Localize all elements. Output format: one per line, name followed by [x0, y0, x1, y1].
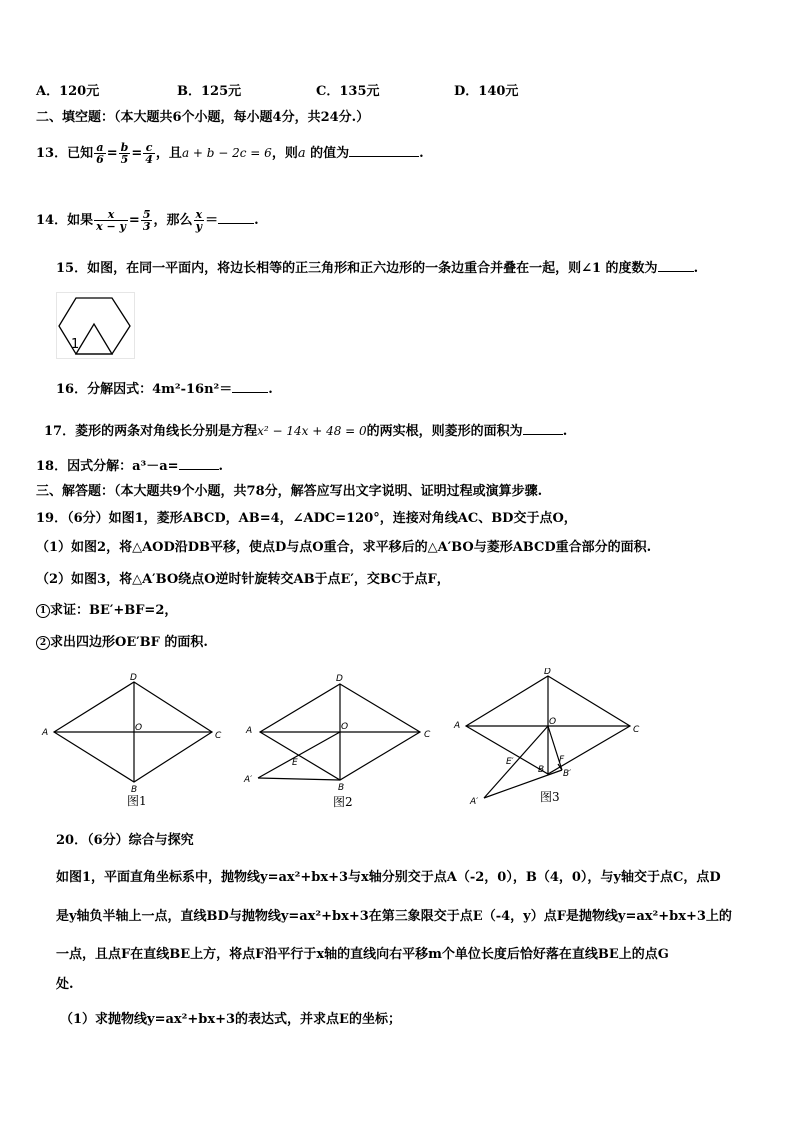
fig3-label-a-prime: A′: [470, 797, 479, 807]
fig2-label-b: B: [338, 783, 345, 793]
q13-equation: a + b − 2c = 6: [181, 146, 272, 160]
fig2-caption: 图2: [333, 795, 353, 809]
q16-answer-blank[interactable]: [232, 380, 268, 393]
q14: 14．如果 $\frac{x}{x - y}$ = $\frac{5}{3}$ ，那么 $\frac{x}{y}$ ＝ .: [36, 208, 259, 233]
q13: 13．已知 $\frac{a}{6}$ = $\frac{b}{5}$ = $\frac{c}{4}$ ，且a + b − 2c = 6，则a 的值为 .: [36, 141, 424, 166]
fig3-label-o: O: [549, 717, 557, 727]
q18-answer-blank[interactable]: [179, 457, 219, 470]
option-c: C．135元: [316, 84, 380, 99]
q14-frac-1: $\frac{x}{x - y}$: [96, 208, 126, 233]
fig1-label-d: D: [130, 673, 137, 683]
fig3-caption: 图3: [540, 790, 560, 804]
fig3-label-d: D: [544, 668, 551, 677]
q13-frac-a: $\frac{a}{6}$: [96, 141, 104, 166]
q20-p2: 是y轴负半轴上一点，直线BD与抛物线y=ax²+bx+3在第三象限交于点E（-4，y）点F是抛物线y=ax²+bx+3上的: [56, 909, 732, 924]
q20-p3: 一点，且点F在直线BE上方，将点F沿平行于x轴的直线向右平移m个单位长度后恰好落在直线BE上的点G: [56, 947, 669, 962]
q14-answer-blank[interactable]: [218, 211, 254, 224]
q20-p1: 如图1，平面直角坐标系中，抛物线y=ax²+bx+3与x轴分别交于点A（-2，0），B（4，0），与y轴交于点C，点D: [56, 870, 721, 885]
q15-hexagon-figure: [56, 292, 136, 360]
q16: 16．分解因式：4m²-16n²＝ .: [56, 382, 273, 397]
figure-2: [258, 684, 420, 780]
q19-line2: （1）如图2，将△AOD沿DB平移，使点D与点O重合，求平移后的△A′BO与菱形ABCD重合部分的面积.: [36, 540, 652, 555]
figure-3: [466, 676, 630, 798]
triangle-shape: [76, 324, 112, 354]
q14-frac-3: $\frac{x}{y}$: [195, 208, 203, 233]
q20-title: 20．（6分）综合与探究: [56, 833, 194, 848]
q13-answer-blank[interactable]: [349, 144, 419, 157]
fig1-label-c: C: [215, 731, 222, 741]
section3-heading: 三、解答题：（本大题共9个小题，共78分，解答应写出文字说明、证明过程或演算步骤.: [36, 484, 543, 499]
q19-line3: （2）如图3，将△A′BO绕点O逆时针旋转交AB于点E′，交BC于点F，: [36, 572, 450, 587]
fig1-label-a: A: [42, 728, 49, 738]
fig2-label-a-prime: A′: [244, 775, 253, 785]
option-d: D．140元: [454, 84, 519, 99]
fig1-caption: 图1: [127, 794, 147, 808]
q19-figures: [38, 668, 768, 816]
q20-p5: （1）求抛物线y=ax²+bx+3的表达式，并求点E的坐标；: [60, 1012, 401, 1027]
fig3-label-c: C: [633, 725, 640, 735]
fig3-label-b: B: [538, 765, 545, 775]
q17-equation: x² − 14x + 48 = 0: [257, 424, 367, 438]
fig2-label-e: E: [292, 758, 298, 768]
fig3-label-a: A: [454, 721, 461, 731]
fig3-label-f: F: [559, 755, 565, 765]
fig3-label-e-prime: E′: [506, 757, 514, 767]
option-a: A．120元: [36, 84, 100, 99]
circled-number-1: 1: [36, 604, 50, 618]
fig1-label-o: O: [135, 723, 143, 733]
q14-frac-2: $\frac{5}{3}$: [142, 208, 151, 233]
section2-heading: 二、填空题：（本大题共6个小题，每小题4分，共24分.）: [36, 110, 370, 125]
q17: 17．菱形的两条对角线长分别是方程x² − 14x + 48 = 0的两实根，则菱形的面积为 .: [44, 424, 568, 439]
q19-line4: 1 求证：BE′+BF=2，: [36, 601, 177, 621]
q15-answer-blank[interactable]: [658, 259, 694, 272]
q19-line1: 19．（6分）如图1，菱形ABCD，AB=4，∠ADC=120°，连接对角线AC、BD交于点O，: [36, 511, 577, 526]
q17-answer-blank[interactable]: [523, 422, 563, 435]
circled-number-2: 2: [36, 636, 50, 650]
figure-1: [54, 682, 212, 782]
fig2-label-a: A: [246, 726, 253, 736]
q13-frac-c: $\frac{c}{4}$: [145, 141, 153, 166]
q20-p4: 处.: [56, 977, 74, 992]
fig2-label-o: O: [341, 722, 349, 732]
fig2-label-c: C: [424, 730, 431, 740]
q15: 15．如图，在同一平面内，将边长相等的正三角形和正六边形的一条边重合并叠在一起，则∠1 的度数为 .: [56, 261, 699, 276]
q19-line5: 2 求出四边形OE′BF 的面积.: [36, 633, 208, 653]
q18: 18．因式分解：a³－a= .: [36, 459, 224, 474]
fig1-label-b: B: [131, 785, 138, 795]
angle-label: 1: [71, 337, 80, 352]
fig2-label-d: D: [336, 674, 343, 684]
option-b: B．125元: [177, 84, 242, 99]
q13-prefix: 13．已知: [36, 146, 94, 161]
fig3-label-b-prime: B′: [563, 769, 572, 779]
q13-frac-b: $\frac{b}{5}$: [120, 141, 129, 166]
